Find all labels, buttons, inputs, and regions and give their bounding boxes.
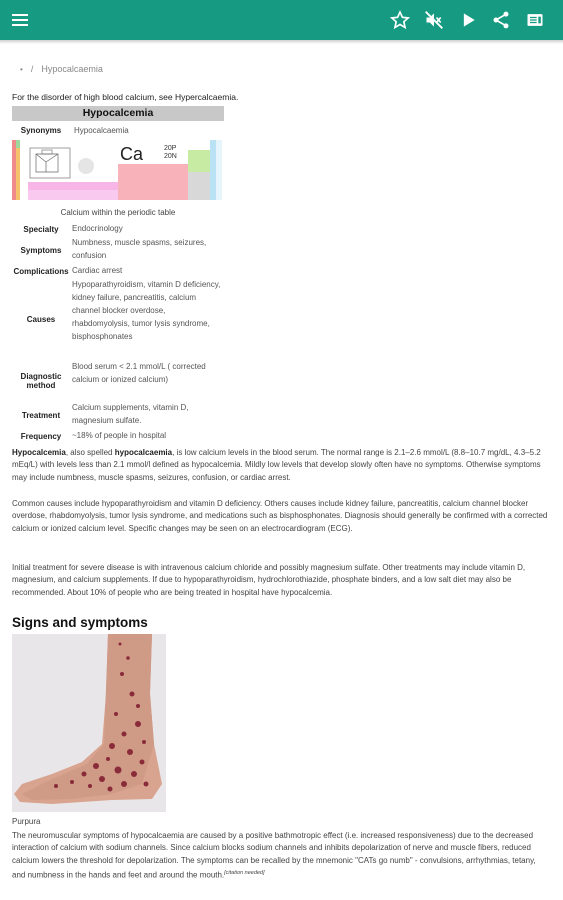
element-number-1: 20P (164, 145, 177, 152)
contents-icon[interactable] (525, 10, 545, 30)
infobox-label: Frequency (20, 431, 62, 441)
element-symbol: Ca (120, 144, 144, 164)
infobox-value: Endocrinology (72, 224, 123, 233)
periodic-table-image[interactable] (12, 138, 224, 202)
infobox (12, 106, 224, 137)
share-icon[interactable] (491, 10, 511, 30)
infobox-label: Specialty (23, 224, 59, 234)
infobox-value: Hypoparathyroidism, vitamin D deficiency, kidney failure, pancreatitis, calcium channel blocker overdose, rhabdomyolysis, tumor lysis syndrome, bisphosphonates (72, 280, 221, 341)
breadcrumb: • / Hypocalcaemia (20, 64, 103, 74)
infobox-label: Complications (13, 266, 69, 276)
infobox-value: Hypocalcaemia (74, 126, 129, 135)
hamburger-menu-icon[interactable] (12, 11, 28, 29)
infobox-value: Blood serum < 2.1 mmol/L ( corrected calcium or ionized calcium) (72, 362, 206, 384)
bottom-fade (0, 888, 563, 900)
infobox-label: Diagnostic method (20, 371, 62, 390)
play-icon[interactable] (458, 10, 478, 30)
term-bold: hypocalcaemia (114, 448, 173, 457)
breadcrumb-current: Hypocalcaemia (41, 64, 103, 74)
home-icon[interactable]: • (20, 65, 23, 74)
paragraph-text: The neuromuscular symptoms of hypocalcaemia are caused by a positive bathmotropic effect (i.e. increased responsiveness) due to the decreased interaction of calcium with sodium channels. Since calcium blocks sodium channels and inhibits depolarization of nerve and muscle fibers, reduced calcium lowers the threshold for depolarization. The symptoms can be recalled by the mnemonic "CATs go numb" - convulsions, arrhythmias, tetany, and numbness in the hands and feet and around the mouth. (12, 831, 536, 880)
infobox-label: Causes (26, 314, 56, 324)
intro-paragraph (12, 447, 550, 484)
infobox-value: Numbness, muscle spasms, seizures, confusion (72, 238, 207, 260)
element-number-2: 20N (164, 153, 177, 160)
appbar-shadow (0, 40, 563, 44)
causes-paragraph: Common causes include hypoparathyroidism and vitamin D deficiency. Others causes include kidney failure, pancreatitis, calcium channel blocker overdose, rhabdomyolysis, tumor lysis syndrome, and medications such as bisphosphonates. Diagnosis should generally be confirmed with a corrected calcium or ionized calcium level. Specific changes may be seen on an electrocardiogram (ECG). (12, 499, 548, 533)
infobox-value: Cardiac arrest (72, 266, 123, 275)
infobox-label: Synonyms (20, 126, 62, 135)
section-heading: Signs and symptoms (12, 615, 148, 630)
treatment-paragraph: Initial treatment for severe disease is with intravenous calcium chloride and possibly magnesium sulfate. Other treatments may include vitamin D, magnesium, and calcium supplements. If due to hypoparathyroidism, hydrochlorothiazide, phosphate binders, and a low salt diet may also be recommended. About 10% of people who are being treated in hospital have hypocalcemia. (12, 563, 526, 597)
mute-icon[interactable] (424, 10, 444, 30)
infobox-label: Treatment (21, 410, 61, 420)
symptoms-paragraph (12, 830, 550, 882)
star-icon[interactable] (390, 10, 410, 30)
infobox-value: ~18% of people in hospital (72, 431, 167, 440)
app-bar (0, 0, 563, 40)
infobox-title: Hypocalcemia (12, 106, 224, 121)
citation-needed[interactable]: [citation needed] (224, 870, 265, 877)
paragraph-text: , is low calcium levels in the blood serum. The normal range is 2.1–2.6 mmol/L (8.8–10.7 mg/dL, 4.3–5.2 mEq/L) with levels less than 2.1 mmol/l defined as hypocalcemia. Mildly low levels that develop slowly often have no symptoms. Otherwise symptoms may include numbness, muscle spasms, seizures, confusion, or cardiac arrest. (12, 448, 541, 482)
figure-caption: Purpura (12, 817, 41, 826)
svg-text:Ca (120, 144, 144, 164)
term-bold: Hypocalcemia (12, 448, 66, 457)
hatnote[interactable]: For the disorder of high blood calcium, see Hypercalcaemia. (12, 92, 239, 102)
purpura-photo[interactable] (12, 634, 166, 812)
infobox-details (12, 222, 224, 443)
infobox-label: Symptoms (20, 245, 62, 255)
infobox-caption: Calcium within the periodic table (60, 208, 176, 217)
infobox-value: Calcium supplements, vitamin D, magnesium sulfate. (72, 403, 189, 425)
paragraph-text: , also spelled (65, 448, 115, 457)
